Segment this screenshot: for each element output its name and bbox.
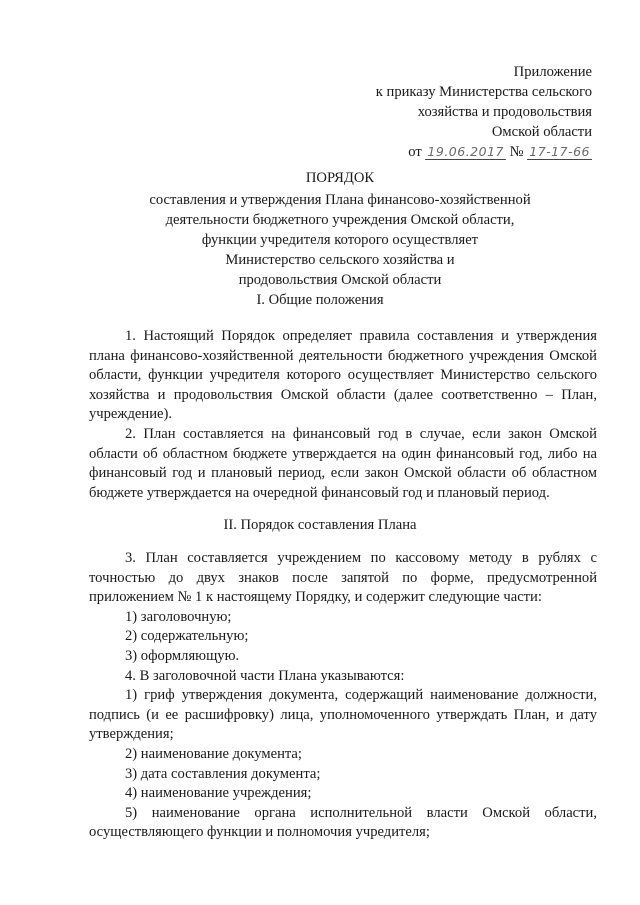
appendix-order-line: к приказу Министерства сельского [375, 84, 592, 100]
section-heading-procedure: II. Порядок составления Плана [223, 517, 417, 533]
list-item: 3) дата составления документа; [125, 765, 321, 782]
title-line: составления и утверждения Плана финансово-хозяйственной [149, 192, 531, 208]
list-item: 1) заголовочную; [125, 608, 232, 625]
from-label: от [408, 144, 422, 160]
document-title: ПОРЯДОК [305, 170, 375, 186]
appendix-ministry-line: хозяйства и продовольствия [417, 104, 592, 120]
paragraph: 4. В заголовочной части Плана указываются: [125, 667, 405, 684]
paragraph: 1. Настоящий Порядок определяет правила составления и утверждения плана финансово-хозяйственной деятельности бюджетного учреждения Омской области, функции учредителя которого осуществляет Министерство сельского хозяйства и продовольствия Омской области (далее соответственно – План, учреждение). [89, 328, 597, 423]
title-line: функции учредителя которого осуществляет [201, 232, 479, 248]
title-line: продовольствия Омской области [238, 272, 442, 288]
list-item: 5) наименование органа исполнительной власти Омской области, осуществляющего функции и полномочия учредителя; [89, 804, 597, 841]
list-item: 4) наименование учреждения; [125, 785, 312, 802]
paragraph: 2. План составляется на финансовый год в случае, если закон Омской области об областном бюджете утверждается на один финансовый год, либо на финансовый год и плановый период, если закон Омской области об областном бюджете утверждается на очередной финансовый год и плановый период. [89, 425, 597, 501]
list-item: 1) гриф утверждения документа, содержащий наименование должности, подпись (и ее расшифровку) лица, уполномоченного утверждать План, и дату утверждения; [89, 687, 597, 743]
appendix-title: Приложение [513, 64, 592, 80]
appendix-date-number-line [376, 142, 592, 162]
paragraph: 3. План составляется учреждением по кассовому методу в рублях с точностью до двух знаков после запятой по форме, предусмотренной приложением № 1 к настоящему Порядку, и содержит следующие части: [89, 550, 597, 606]
section-heading-general: I. Общие положения [256, 292, 384, 308]
number-label: № [509, 144, 524, 160]
appendix-region-line: Омской области [491, 124, 592, 140]
list-item: 2) наименование документа; [125, 745, 302, 762]
list-item: 3) оформляющую. [125, 647, 240, 664]
handwritten-date: 19.06.2017 [427, 144, 504, 159]
section1-body [89, 327, 597, 503]
title-line: Министерство сельского хозяйства и [225, 252, 455, 268]
section2-body [89, 549, 597, 843]
list-item: 2) содержательную; [125, 628, 249, 645]
appendix-header [376, 62, 592, 162]
handwritten-number: 17-17-66 [529, 144, 590, 159]
document-title-block [90, 168, 590, 290]
title-line: деятельности бюджетного учреждения Омской области, [165, 212, 515, 228]
